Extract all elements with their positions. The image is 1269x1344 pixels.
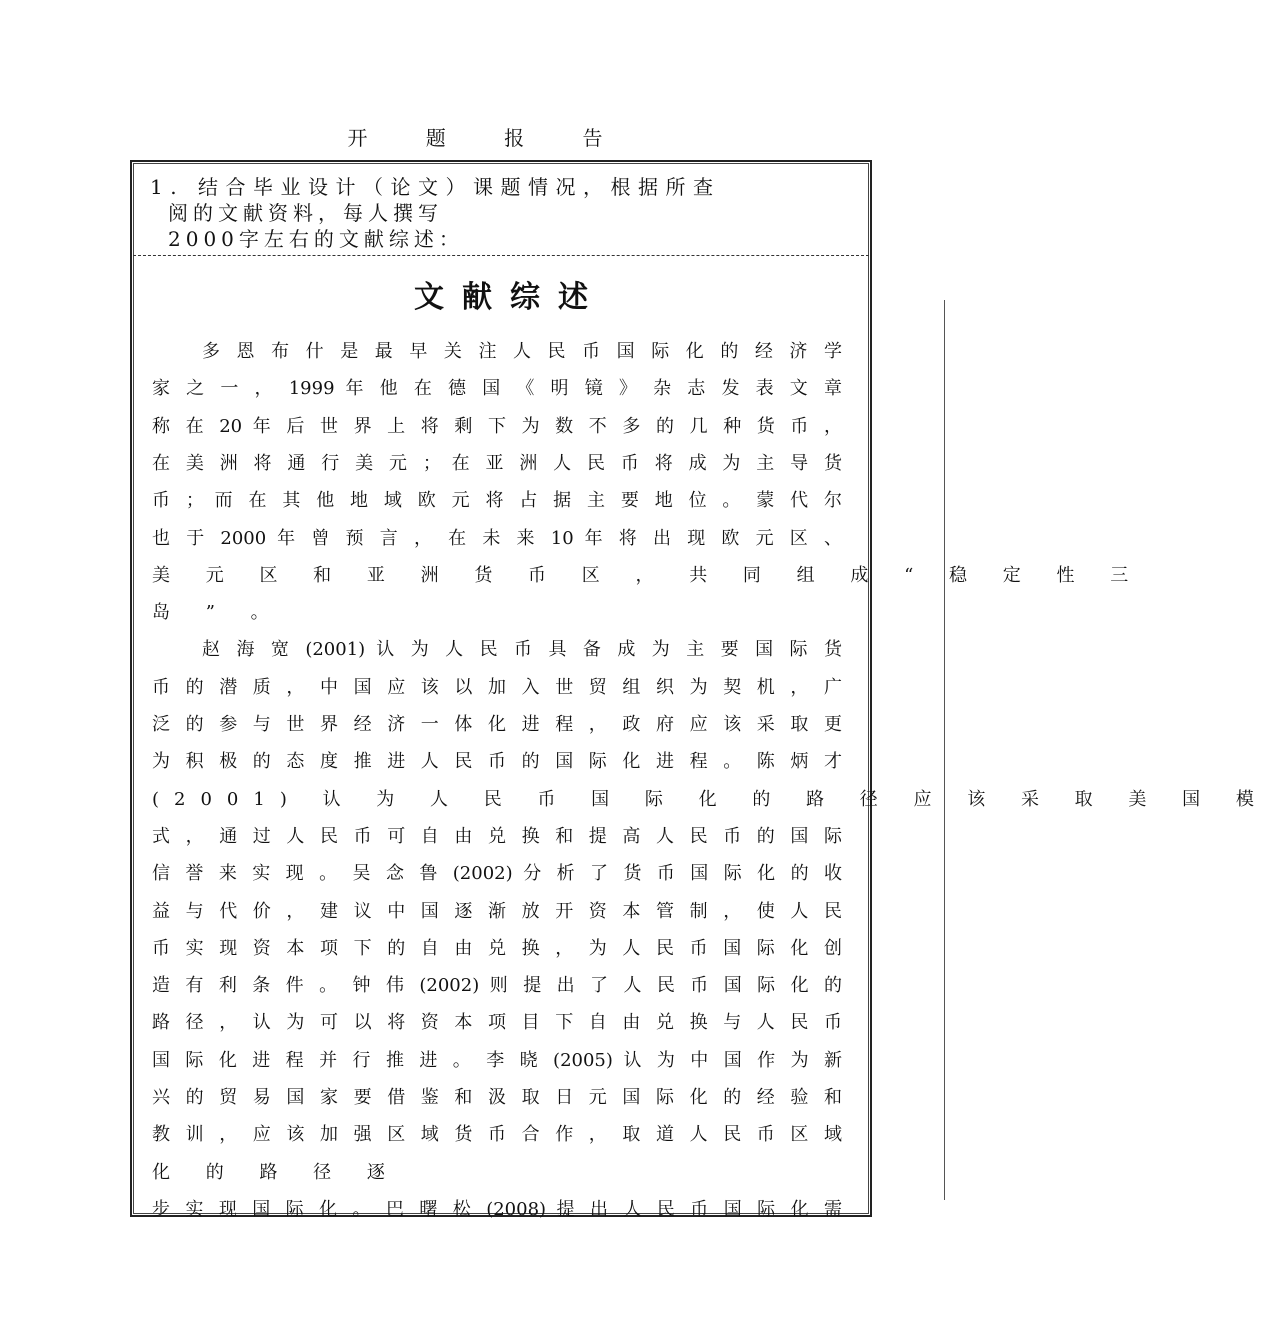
body-text-line: 赵 海 宽 (2001) 认 为 人 民 币 具 备 成 为 主 要 国 际 货 [202,639,842,661]
body-text-line: 式 ， 通 过 人 民 币 可 自 由 兑 换 和 提 高 人 民 币 的 国 际 [152,825,842,847]
body-text-line: 国 际 化 进 程 并 行 推 进 。 李 晓 (2005) 认 为 中 国 作 为 新 [152,1049,842,1071]
body-text-line: 币 ； 而 在 其 他 地 域 欧 元 将 占 据 主 要 地 位 。 蒙 代 尔 [152,490,842,512]
body-text-line: 路 径 ， 认 为 可 以 将 资 本 项 目 下 自 由 兑 换 与 人 民 币 [152,1012,842,1034]
body-text-line: 币 实 现 资 本 项 下 的 自 由 兑 换 ， 为 人 民 币 国 际 化 创 [152,937,842,959]
body-text-line: 造 有 利 条 件 。 钟 伟 (2002) 则 提 出 了 人 民 币 国 际 化 的 [152,975,842,997]
body-text-line: 益 与 代 价 ， 建 议 中 国 逐 渐 放 开 资 本 管 制 ， 使 人 民 [152,900,842,922]
body-text-line: 步 实 现 国 际 化 。 巴 曙 松 (2008) 提 出 人 民 币 国 际 化 需 [152,1198,842,1220]
body-text-line: 多 恩 布 什 是 最 早 关 注 人 民 币 国 际 化 的 经 济 学 [202,341,842,362]
body-text-line: 也 于 2000 年 曾 预 言 ， 在 未 来 10 年 将 出 现 欧 元 区 、 [152,527,842,549]
body-text-line: (2001) 认 为 人 民 币 国 际 化 的 路 径 应 该 采 取 美 国 模 [152,788,1269,810]
body-text-line: 美 元 区 和 亚 洲 货 币 区 ， 共 同 组 成 “ 稳 定 性 三 [152,564,1144,586]
prompt-line: 2000字左右的文献综述： [168,227,464,251]
prompt-line: 阅的文献资料，每人撰写 [168,201,443,225]
body-text-line: 岛 ” 。 [152,602,284,624]
dashed-divider [133,255,869,256]
body-text-line: 家 之 一 ， 1999 年 他 在 德 国 《 明 镜 》 杂 志 发 表 文 章 [152,378,842,400]
prompt-line: 1. 结合毕业设计（论文）课题情况，根据所查 [150,175,721,199]
body-text-line: 称 在 20 年 后 世 界 上 将 剩 下 为 数 不 多 的 几 种 货 币 ， [152,415,842,437]
review-heading: 文献综述 [414,280,606,315]
page-edge-rule [944,300,945,1200]
body-text-line: 币 的 潜 质 ， 中 国 应 该 以 加 入 世 贸 组 织 为 契 机 ， 广 [152,676,842,698]
body-text-line: 信 誉 来 实 现 。 吴 念 鲁 (2002) 分 析 了 货 币 国 际 化 的 收 [152,863,842,885]
body-text-line: 在 美 洲 将 通 行 美 元 ； 在 亚 洲 人 民 币 将 成 为 主 导 货 [152,452,842,474]
body-text-line: 化 的 路 径 逐 [152,1161,400,1183]
body-text-line: 为 积 极 的 态 度 推 进 人 民 币 的 国 际 化 进 程 。 陈 炳 才 [152,751,842,773]
document-title: 开 题 报 告 [347,126,629,150]
body-text-line: 泛 的 参 与 世 界 经 济 一 体 化 进 程 ， 政 府 应 该 采 取 更 [152,714,842,735]
section-prompt [150,174,862,252]
body-text-line: 兴 的 贸 易 国 家 要 借 鉴 和 汲 取 日 元 国 际 化 的 经 验 和 [152,1087,842,1108]
body-text-line: 教 训 ， 应 该 加 强 区 域 货 币 合 作 ， 取 道 人 民 币 区 域 [152,1124,842,1146]
